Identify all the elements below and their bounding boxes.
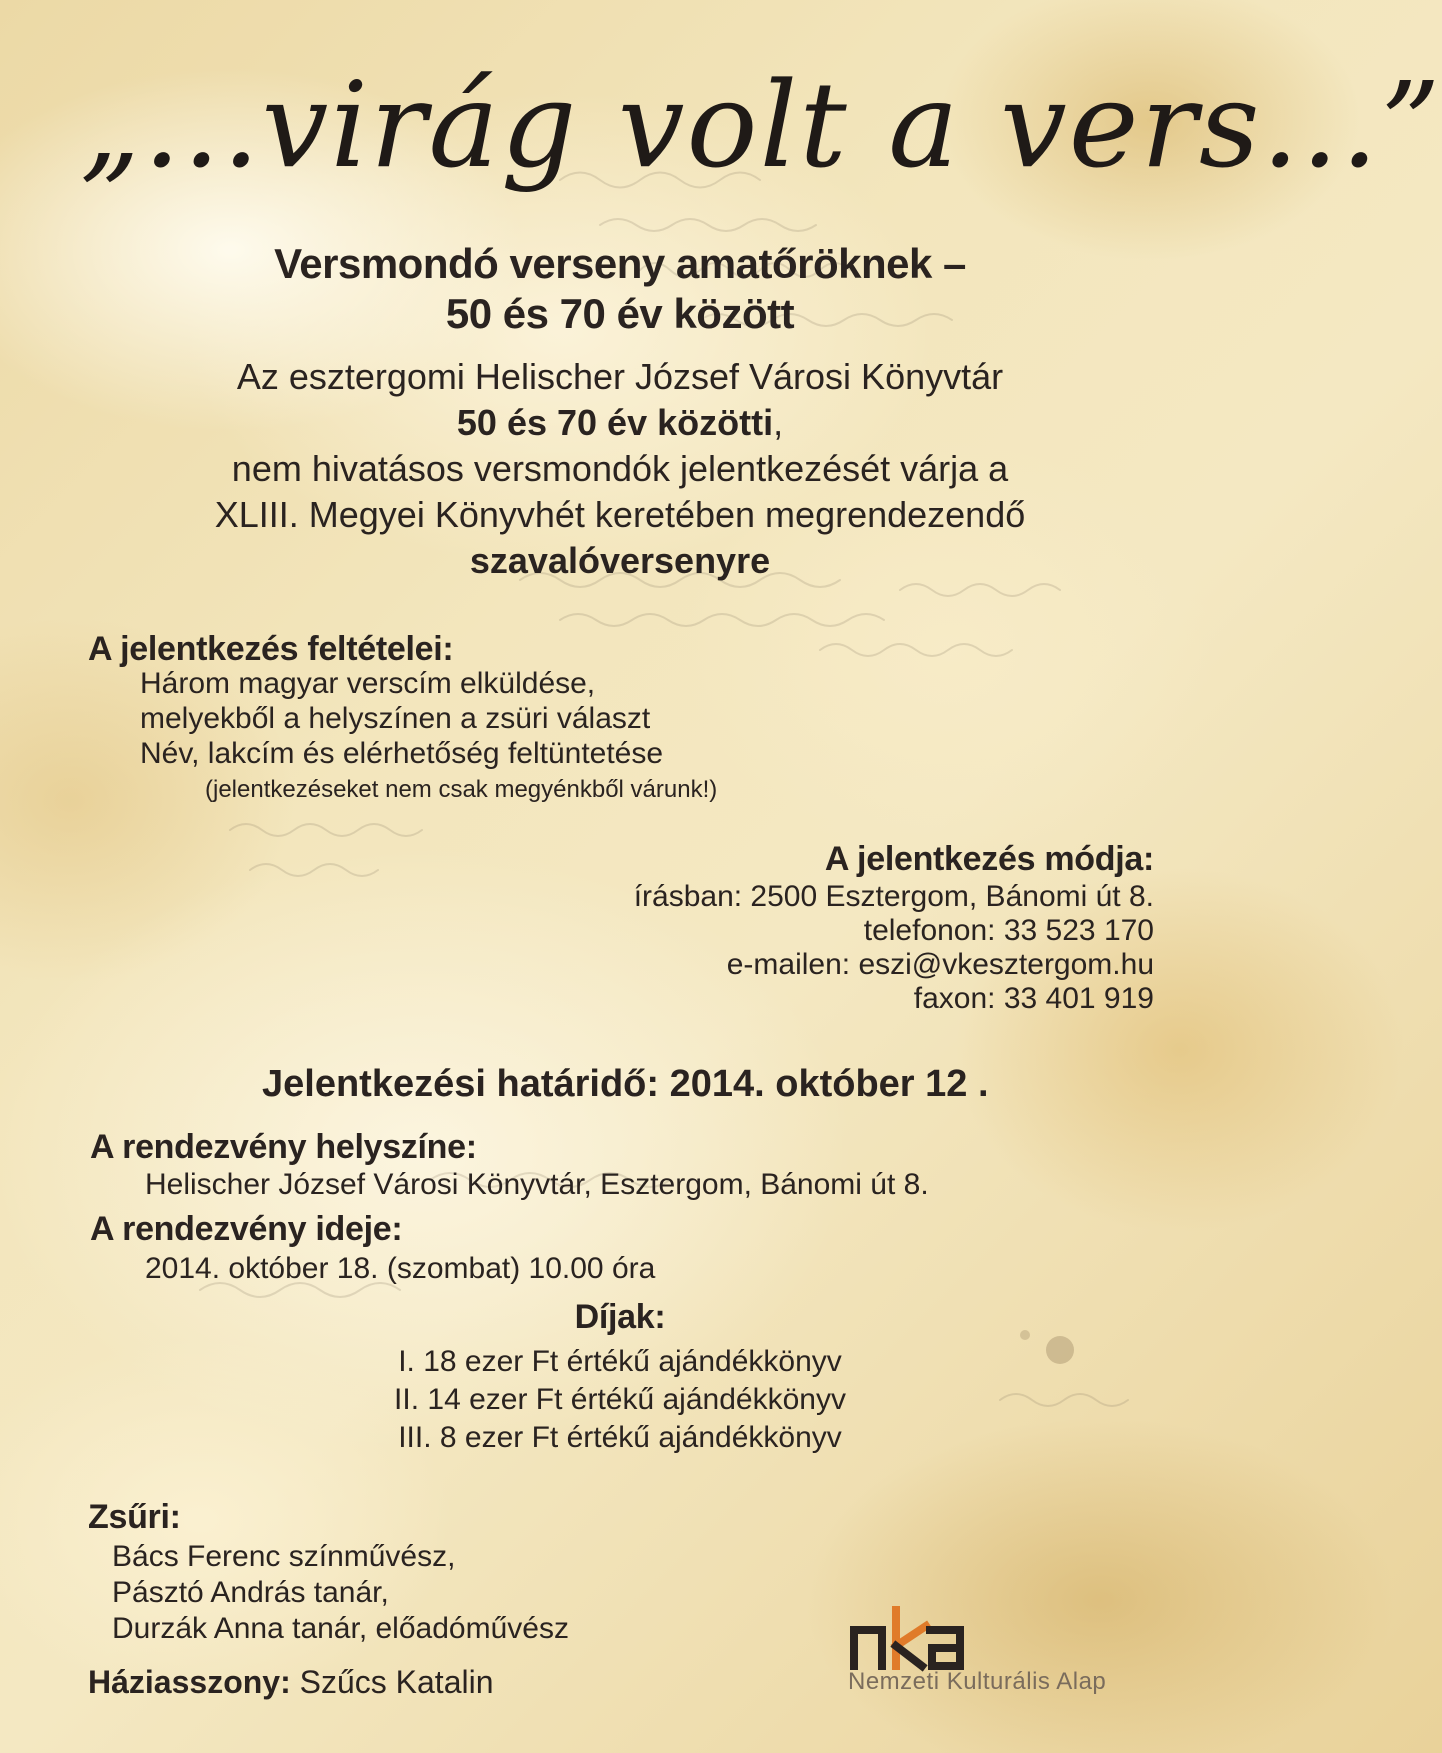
jury-member: Durzák Anna tanár, előadóművész <box>112 1612 569 1645</box>
host-label: Háziasszony: <box>88 1664 291 1700</box>
venue-heading: A rendezvény helyszíne: <box>90 1128 477 1166</box>
conditions-heading: A jelentkezés feltételei: <box>88 630 454 668</box>
condition-item: Három magyar verscím elküldése, <box>140 667 596 700</box>
intro-line-2 <box>0 402 1240 444</box>
intro-line-3: nem hivatásos versmondók jelentkezését várja a <box>231 448 1009 489</box>
method-heading: A jelentkezés módja: <box>824 840 1154 878</box>
condition-item: Név, lakcím és elérhetőség feltüntetése <box>140 737 664 770</box>
host-name: Szűcs Katalin <box>299 1664 494 1700</box>
method-item-email: e-mailen: eszi@vkesztergom.hu <box>726 948 1154 981</box>
intro-line-4: XLIII. Megyei Könyvhét keretében megrendezendő <box>214 494 1026 535</box>
prize-item-third: III. 8 ezer Ft értékű ajándékkönyv <box>398 1421 842 1454</box>
condition-item: melyekből a helyszínen a zsüri választ <box>140 702 651 735</box>
intro-line-5: szavalóversenyre <box>469 540 771 581</box>
prize-item-second: II. 14 ezer Ft értékű ajándékkönyv <box>394 1383 846 1416</box>
nka-logo-text: Nemzeti Kulturális Alap <box>848 1668 1107 1695</box>
deadline: Jelentkezési határidő: 2014. október 12 . <box>262 1063 989 1105</box>
intro-comma: , <box>773 402 784 443</box>
conditions-note: (jelentkezéseket nem csak megyénkből várunk!) <box>205 776 718 803</box>
venue-text: Helischer József Városi Könyvtár, Esztergom, Bánomi út 8. <box>145 1168 929 1201</box>
host-line <box>88 1664 494 1700</box>
time-text: 2014. október 18. (szombat) 10.00 óra <box>145 1252 656 1285</box>
method-item-phone: telefonon: 33 523 170 <box>863 914 1154 947</box>
intro-age-range: 50 és 70 év közötti <box>456 402 774 443</box>
intro-line-1: Az esztergomi Helischer József Városi Könyvtár <box>236 356 1004 397</box>
method-item-fax: faxon: 33 401 919 <box>913 982 1154 1015</box>
subtitle-line-1: Versmondó verseny amatőröknek – <box>274 240 966 287</box>
jury-member: Pásztó András tanár, <box>112 1576 389 1609</box>
subtitle-line-2: 50 és 70 év között <box>445 290 795 337</box>
jury-heading: Zsűri: <box>88 1498 181 1536</box>
jury-member: Bács Ferenc színművész, <box>112 1540 456 1573</box>
nka-logo-icon <box>848 1600 968 1670</box>
poster-title: „...virág volt a vers...” <box>80 56 1442 194</box>
prizes-heading: Díjak: <box>574 1298 666 1336</box>
prize-item-first: I. 18 ezer Ft értékű ajándékkönyv <box>398 1345 842 1378</box>
method-item-post: írásban: 2500 Esztergom, Bánomi út 8. <box>633 880 1154 913</box>
time-heading: A rendezvény ideje: <box>90 1210 403 1248</box>
